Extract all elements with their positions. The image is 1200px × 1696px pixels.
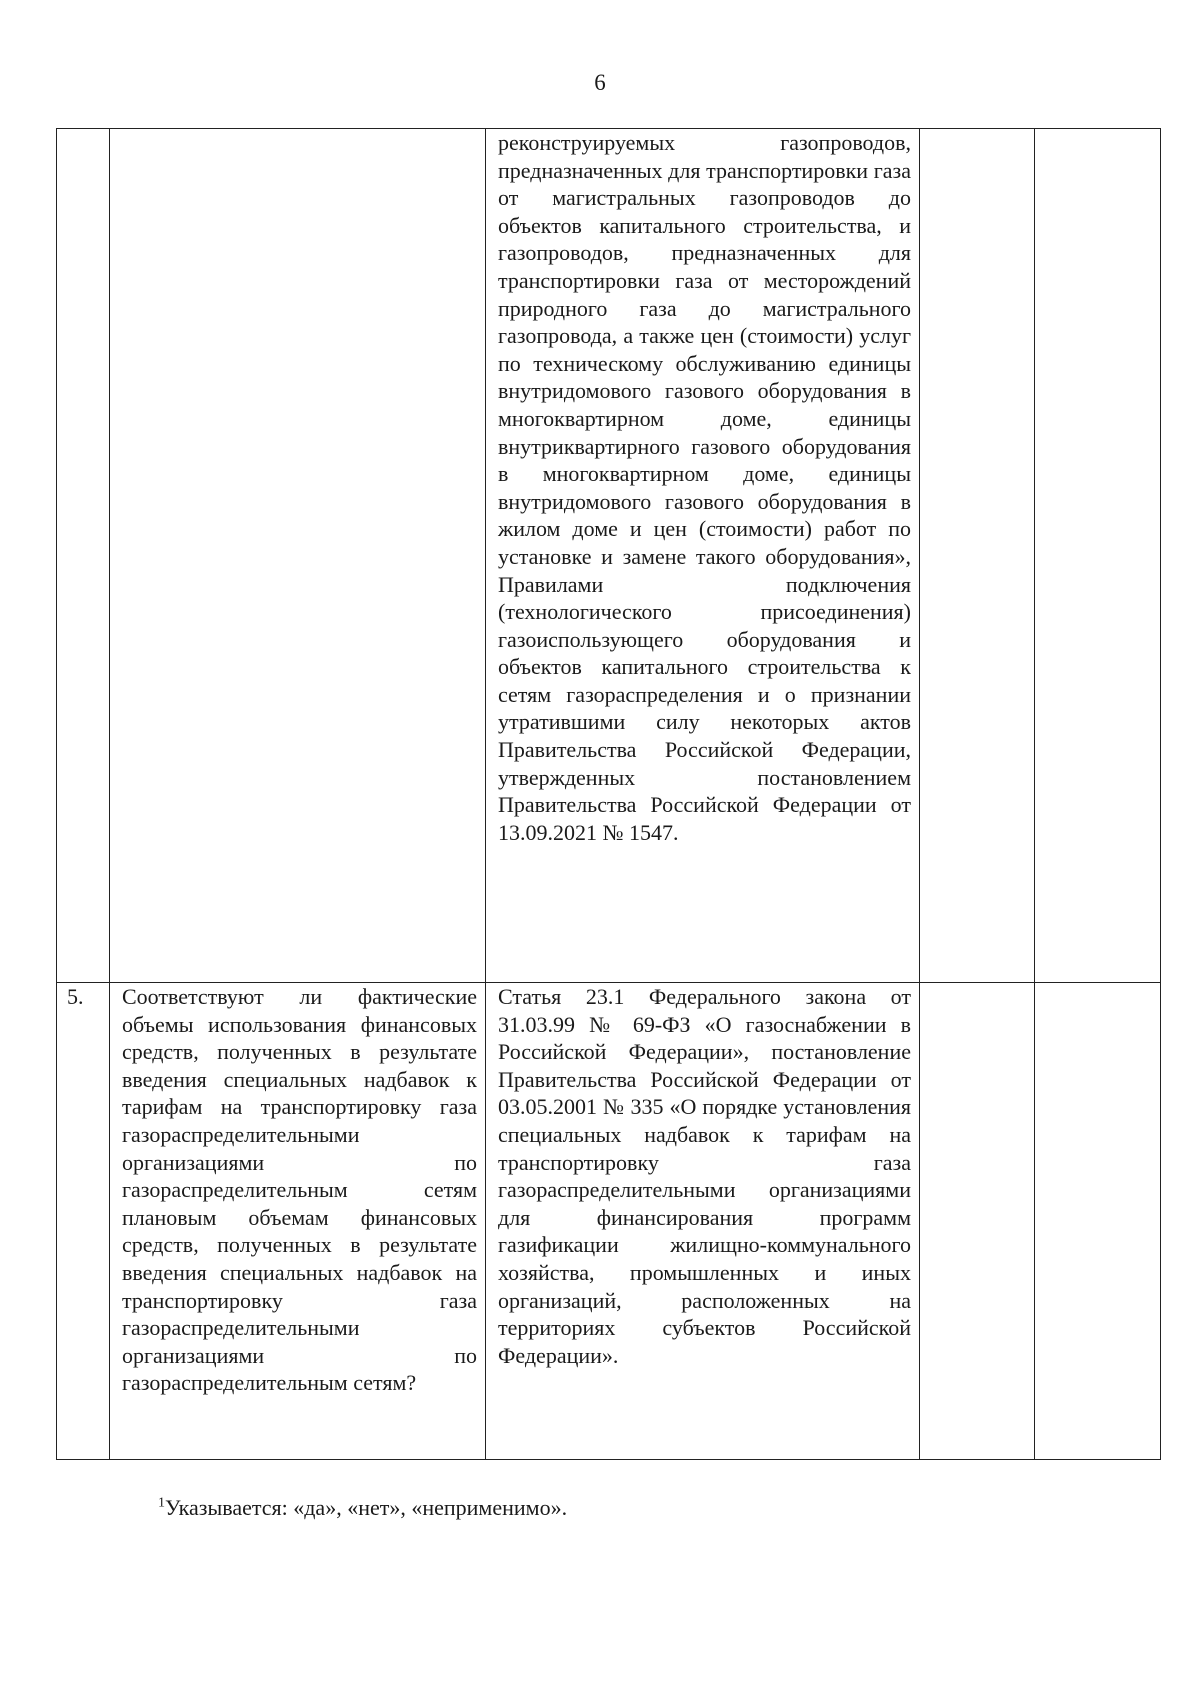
page-number: 6 xyxy=(594,70,606,95)
question-cell: Соответствуют ли фактические объемы использования финансовых средств, полученных в результате введения специальных надбавок к тарифам на транспортировку газа газораспределительными организациями по газораспределительным сетям плановым объемам финансовых средств, полученных в результате введения специальных надбавок на транспортировку газа газораспределительными организациями по газораспределительным сетям? xyxy=(110,983,486,1460)
note-cell xyxy=(1035,129,1161,983)
table-row xyxy=(57,983,1161,1460)
row-number-cell xyxy=(57,129,110,983)
table-row xyxy=(57,129,1161,983)
question-cell xyxy=(110,129,486,983)
note-cell xyxy=(1035,983,1161,1460)
checklist-table xyxy=(56,128,1161,1460)
footnote xyxy=(158,1495,567,1521)
answer-cell xyxy=(920,129,1035,983)
footnote-marker: 1 xyxy=(158,1495,165,1511)
footnote-text: Указывается: «да», «нет», «неприменимо». xyxy=(165,1495,568,1520)
reference-cell: Статья 23.1 Федерального закона от 31.03.99 № 69-ФЗ «О газоснабжении в Российской Федерации», постановление Правительства Российской Федерации от 03.05.2001 № 335 «О порядке установления специальных надбавок к тарифам на транспортировку газа газораспределительными организациями для финансирования программ газификации жилищно-коммунального хозяйства, промышленных и иных организаций, расположенных на территориях субъектов Российской Федерации». xyxy=(486,983,920,1460)
row-number-cell: 5. xyxy=(57,983,110,1460)
answer-cell xyxy=(920,983,1035,1460)
reference-cell: реконструируемых газопроводов, предназначенных для транспортировки газа от магистральных газопроводов до объектов капитального строительства, и газопроводов, предназначенных для транспортировки газа от месторождений природного газа до магистрального газопровода, а также цен (стоимости) услуг по техническому обслуживанию единицы внутридомового газового оборудования в многоквартирном доме, единицы внутриквартирного газового оборудования в многоквартирном доме, единицы внутридомового газового оборудования в жилом доме и цен (стоимости) работ по установке и замене такого оборудования», Правилами подключения (технологического присоединения) газоиспользующего оборудования и объектов капитального строительства к сетям газораспределения и о признании утратившими силу некоторых актов Правительства Российской Федерации, утвержденных постановлением Правительства Российской Федерации от 13.09.2021 № 1547. xyxy=(486,129,920,983)
